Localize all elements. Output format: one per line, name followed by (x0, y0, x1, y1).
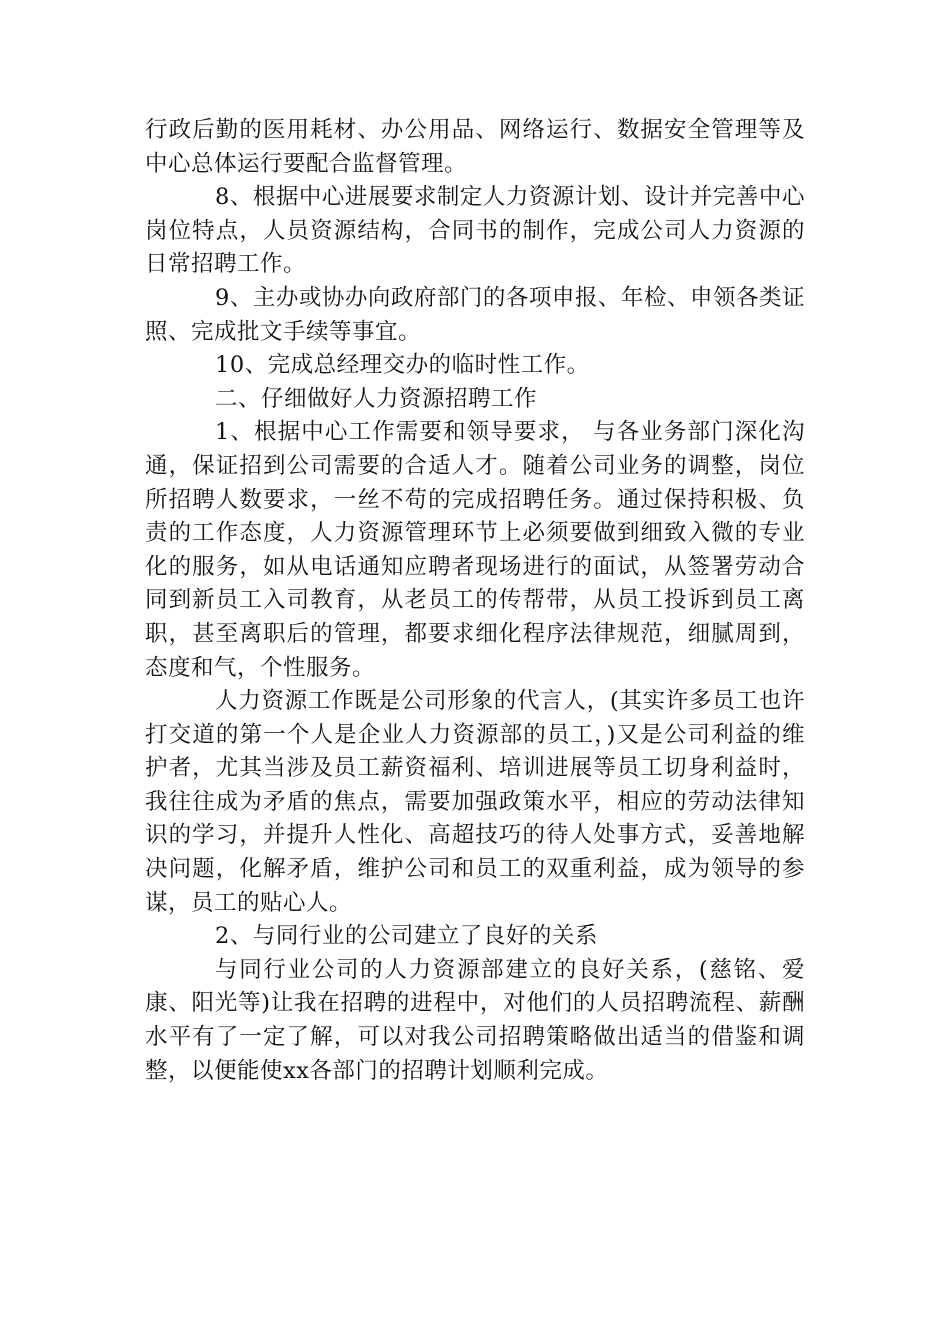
paragraph-recruitment-2: 2、与同行业的公司建立了良好的关系 (215, 923, 598, 950)
paragraph-item-8: 8、根据中心进展要求制定人力资源计划、设计并完善中心岗位特点，人员资源结构，合同书的制作，完成公司人力资源的日常招聘工作。 (145, 184, 805, 278)
paragraph-item-10: 10、完成总经理交办的临时性工作。 (215, 352, 590, 379)
paragraph-hr-role: 人力资源工作既是公司形象的代言人，(其实许多员工也许打交道的第一个人是企业人力资源部的员工，)又是公司利益的维护者，尤其当涉及员工薪资福利、培训进展等员工切身利益时，我往往成为矛盾的焦点，需要加强政策水平，相应的劳动法律知识的学习，并提升人性化、高超技巧的待人处事方式，妥善地解决问题，化解矛盾，维护公司和员工的双重利益，成为领导的参谋，员工的贴心人。 (145, 688, 805, 916)
section-heading-recruitment: 二、仔细做好人力资源招聘工作 (215, 385, 538, 412)
paragraph-recruitment-1: 1、根据中心工作需要和领导要求， 与各业务部门深化沟通，保证招到公司需要的合适人才。随着公司业务的调整，岗位所招聘人数要求，一丝不苟的完成招聘任务。通过保持积极、负责的工作态度，人力资源管理环节上必须要做到细致入微的专业化的服务，如从电话通知应聘者现场进行的面试，从签署劳动合同到新员工入司教育，从老员工的传帮带，从员工投诉到员工离职，甚至离职后的管理，都要求细化程序法律规范，细腻周到，态度和气，个性服务。 (145, 419, 805, 681)
paragraph-continuation: 行政后勤的医用耗材、办公用品、网络运行、数据安全管理等及中心总体运行要配合监督管理。 (145, 117, 805, 177)
paragraph-industry-relations: 与同行业公司的人力资源部建立的良好关系，(慈铭、爱康、阳光等)让我在招聘的进程中，对他们的人员招聘流程、薪酬水平有了一定了解，可以对我公司招聘策略做出适当的借鉴和调整，以便能使xx各部门的招聘计划顺利完成。 (145, 956, 805, 1084)
paragraph-item-9: 9、主办或协办向政府部门的各项申报、年检、申领各类证照、完成批文手续等事宜。 (145, 284, 805, 345)
document-body (145, 114, 805, 1088)
